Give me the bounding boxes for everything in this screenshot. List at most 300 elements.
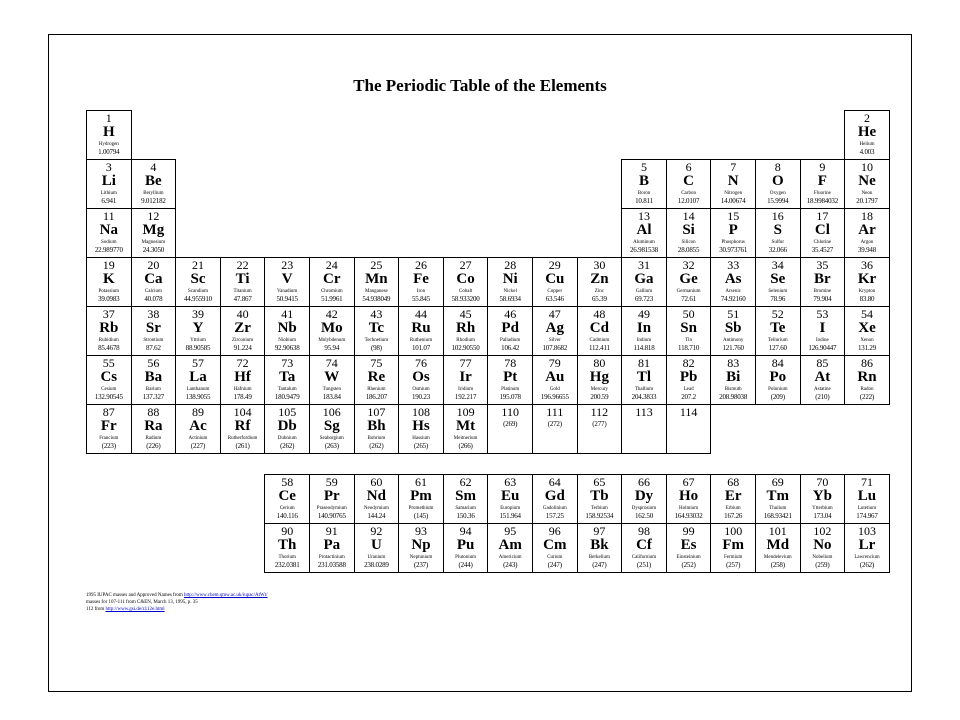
atomic-number: 94 — [459, 524, 472, 538]
atomic-mass: 32.066 — [768, 246, 787, 254]
element-cell — [175, 257, 221, 307]
element-symbol: Cm — [543, 537, 567, 553]
element-symbol: Cd — [589, 320, 609, 336]
element-name: Erbium — [725, 506, 741, 511]
atomic-number: 26 — [414, 258, 427, 272]
atomic-mass: 112.411 — [588, 344, 610, 352]
element-cell — [487, 474, 533, 524]
atomic-number: 59 — [325, 475, 338, 489]
atomic-number: 93 — [414, 524, 427, 538]
atomic-mass: 92.90638 — [274, 344, 300, 352]
atomic-number: 31 — [637, 258, 650, 272]
element-name: Plutonium — [455, 555, 477, 560]
atomic-mass: (251) — [636, 561, 652, 569]
atomic-mass: 55.845 — [411, 295, 431, 303]
element-cell — [532, 306, 578, 356]
element-cell — [86, 355, 132, 405]
element-symbol: Ar — [858, 222, 876, 238]
atomic-mass: 232.0381 — [274, 561, 300, 569]
element-cell — [264, 257, 310, 307]
atomic-number: 73 — [281, 356, 294, 370]
element-name: Cadmium — [589, 338, 610, 343]
element-symbol: Pm — [410, 488, 432, 504]
element-symbol: Cl — [814, 222, 830, 238]
atomic-number: 114 — [679, 405, 698, 419]
atomic-number: 45 — [459, 307, 472, 321]
element-symbol: B — [638, 173, 649, 189]
element-name: Bromine — [813, 289, 832, 294]
atomic-mass: 20.1797 — [856, 197, 878, 205]
element-symbol: Au — [545, 369, 565, 385]
atomic-number: 35 — [816, 258, 829, 272]
atomic-mass: (243) — [503, 561, 518, 569]
atomic-mass: 107.8682 — [542, 344, 568, 352]
element-name: Thulium — [769, 506, 787, 511]
element-cell — [621, 404, 667, 454]
element-cell — [131, 159, 177, 209]
atomic-number: 84 — [771, 356, 784, 370]
element-name: Cobalt — [458, 289, 473, 294]
atomic-mass: 9.012182 — [141, 197, 166, 205]
footnote-line-1 — [86, 592, 268, 599]
element-name: Nobelium — [812, 555, 833, 560]
element-name: Lithium — [100, 191, 117, 196]
atomic-number: 48 — [593, 307, 606, 321]
atomic-mass: 63.546 — [545, 295, 564, 303]
element-name: Argon — [860, 240, 874, 245]
element-symbol: Mg — [142, 222, 165, 238]
atomic-number: 52 — [771, 307, 784, 321]
atomic-mass: (247) — [592, 561, 607, 569]
element-name: Berkelium — [588, 555, 610, 560]
element-symbol: Ho — [679, 488, 699, 504]
atomic-mass: 137.327 — [142, 393, 165, 401]
atomic-mass: 72.61 — [681, 295, 696, 303]
atomic-number: 15 — [727, 209, 740, 223]
atomic-mass: 44.955910 — [184, 295, 212, 303]
element-symbol: Na — [99, 222, 118, 238]
atomic-number: 14 — [682, 209, 695, 223]
atomic-mass: 238.0289 — [364, 561, 389, 569]
atomic-number: 69 — [771, 475, 784, 489]
element-symbol: Dy — [634, 488, 654, 504]
element-name: Bismuth — [724, 387, 742, 392]
atomic-mass: 207.2 — [681, 393, 696, 401]
atomic-number: 71 — [860, 475, 873, 489]
element-symbol: Zr — [234, 320, 251, 336]
element-cell — [220, 306, 266, 356]
element-name: Cerium — [279, 506, 295, 511]
element-name: Lanthanum — [186, 387, 210, 392]
element-symbol: Pt — [503, 369, 518, 385]
element-name: Tin — [685, 338, 692, 343]
element-symbol: Po — [769, 369, 787, 385]
atomic-number: 98 — [637, 524, 650, 538]
atomic-number: 113 — [635, 405, 653, 419]
atomic-mass: 91.224 — [233, 344, 252, 352]
atomic-mass: 195.078 — [499, 393, 521, 401]
footnote-line-3 — [86, 606, 268, 613]
element-symbol: Ba — [144, 369, 163, 385]
atomic-number: 49 — [637, 307, 650, 321]
element-symbol: He — [857, 124, 877, 140]
element-cell — [621, 208, 667, 258]
element-name: Uranium — [367, 555, 386, 560]
element-name: Carbon — [681, 191, 696, 196]
element-symbol: W — [324, 369, 340, 385]
element-cell — [309, 474, 355, 524]
element-cell — [621, 257, 667, 307]
atomic-number: 107 — [367, 405, 386, 419]
element-cell — [577, 257, 623, 307]
element-name: Neptunium — [409, 555, 433, 560]
element-name: Mercury — [590, 387, 608, 392]
element-symbol: Rb — [99, 320, 119, 336]
atomic-number: 102 — [813, 524, 832, 538]
element-name: Mendelevium — [763, 555, 792, 560]
element-name: Chlorine — [813, 240, 832, 245]
element-cell — [131, 306, 177, 356]
atomic-mass: 106.42 — [501, 344, 520, 352]
atomic-number: 80 — [593, 356, 606, 370]
atomic-mass: (226) — [146, 442, 161, 450]
element-symbol: Sb — [724, 320, 742, 336]
atomic-number: 110 — [501, 405, 519, 419]
atomic-number: 16 — [771, 209, 784, 223]
element-name: Ytterbium — [812, 506, 833, 511]
element-name: Iodine — [816, 338, 829, 343]
element-symbol: Co — [456, 271, 475, 287]
atomic-mass: 40.078 — [144, 295, 163, 303]
element-name: Molybdenum — [318, 338, 346, 343]
atomic-mass: 186.207 — [365, 393, 388, 401]
element-name: Iridium — [458, 387, 474, 392]
element-name: Rubidium — [98, 338, 119, 343]
atomic-number: 11 — [103, 209, 115, 223]
element-symbol: Ru — [411, 320, 431, 336]
element-symbol: Cu — [545, 271, 565, 287]
atomic-number: 58 — [281, 475, 294, 489]
atomic-number: 29 — [548, 258, 561, 272]
element-cell — [443, 306, 489, 356]
element-symbol: Si — [682, 222, 695, 238]
atomic-mass: 126.90447 — [808, 344, 837, 352]
atomic-mass: (223) — [101, 442, 116, 450]
element-symbol: Np — [411, 537, 431, 553]
atomic-number: 82 — [682, 356, 695, 370]
atomic-number: 10 — [860, 160, 873, 174]
element-cell — [443, 474, 489, 524]
atomic-number: 33 — [727, 258, 740, 272]
element-name: Phosphorus — [721, 240, 745, 245]
atomic-mass: 183.84 — [322, 393, 341, 401]
atomic-mass: (272) — [547, 420, 562, 428]
element-cell — [532, 474, 578, 524]
atomic-mass: 164.93032 — [674, 512, 703, 520]
atomic-mass: 140.90765 — [317, 512, 346, 520]
element-cell — [710, 523, 756, 573]
element-cell — [354, 306, 400, 356]
atomic-number: 97 — [593, 524, 606, 538]
element-symbol: No — [813, 537, 832, 553]
element-name: Holmium — [679, 506, 699, 511]
atomic-number: 64 — [548, 475, 561, 489]
element-symbol: O — [771, 173, 784, 189]
element-name: Tantalum — [277, 387, 297, 392]
element-symbol: Fr — [100, 418, 117, 434]
atomic-number: 85 — [816, 356, 829, 370]
element-cell — [755, 208, 801, 258]
atomic-mass: 47.867 — [233, 295, 252, 303]
element-symbol: I — [819, 320, 826, 336]
element-name: Radium — [145, 436, 162, 441]
page-title: The Periodic Table of the Elements — [353, 76, 607, 95]
element-cell — [443, 257, 489, 307]
element-symbol: C — [683, 173, 695, 189]
element-name: Iron — [416, 289, 426, 294]
atomic-number: 22 — [236, 258, 249, 272]
element-cell — [354, 474, 400, 524]
element-symbol: Es — [680, 537, 697, 553]
element-cell — [443, 404, 489, 454]
atomic-number: 56 — [147, 356, 160, 370]
element-symbol: Tb — [590, 488, 609, 504]
element-cell — [264, 355, 310, 405]
element-name: Meitnerium — [453, 436, 478, 441]
atomic-mass: 39.948 — [857, 246, 877, 254]
element-symbol: Pd — [501, 320, 519, 336]
atomic-mass: 101.07 — [411, 344, 431, 352]
element-cell — [800, 257, 846, 307]
element-symbol: Ra — [144, 418, 163, 434]
element-cell — [666, 306, 712, 356]
atomic-mass: (244) — [458, 561, 473, 569]
element-name: Lead — [683, 387, 694, 392]
atomic-number: 27 — [459, 258, 472, 272]
element-cell — [86, 404, 132, 454]
element-name: Ruthenium — [409, 338, 433, 343]
element-cell — [532, 404, 578, 454]
element-cell — [264, 523, 310, 573]
element-name: Copper — [547, 289, 563, 294]
atomic-mass: (257) — [726, 561, 741, 569]
atomic-mass: 18.9984032 — [806, 197, 839, 205]
atomic-number: 96 — [548, 524, 561, 538]
element-symbol: Hg — [589, 369, 609, 385]
element-cell — [398, 355, 444, 405]
element-cell — [710, 306, 756, 356]
atomic-number: 65 — [593, 475, 606, 489]
atomic-number: 4 — [150, 160, 157, 174]
atomic-number: 77 — [459, 356, 472, 370]
element-symbol: Te — [770, 320, 786, 336]
element-cell — [577, 404, 623, 454]
atomic-mass: 192.217 — [454, 393, 477, 401]
element-symbol: Zn — [590, 271, 609, 287]
element-name: Zinc — [594, 289, 604, 294]
atomic-mass: 15.9994 — [767, 197, 789, 205]
atomic-mass: 118.710 — [678, 344, 700, 352]
element-symbol: Hf — [234, 369, 251, 385]
atomic-number: 60 — [370, 475, 383, 489]
atomic-number: 9 — [819, 160, 826, 174]
element-cell — [487, 355, 533, 405]
element-symbol: P — [728, 222, 738, 238]
footnotes — [86, 592, 268, 613]
element-symbol: Gd — [544, 488, 565, 504]
atomic-mass: 174.967 — [856, 512, 878, 520]
element-cell — [220, 257, 266, 307]
element-name: Scandium — [187, 289, 208, 294]
element-symbol: Br — [814, 271, 831, 287]
element-name: Lawrencium — [854, 555, 880, 560]
atomic-mass: (252) — [681, 561, 696, 569]
element-name: Gallium — [635, 289, 653, 294]
element-symbol: Ta — [279, 369, 296, 385]
atomic-number: 44 — [414, 307, 427, 321]
element-name: Hafnium — [233, 387, 252, 392]
element-name: Tellurium — [767, 338, 788, 343]
atomic-mass: 151.964 — [499, 512, 521, 520]
atomic-number: 88 — [147, 405, 160, 419]
element-name: Nitrogen — [724, 191, 743, 196]
atomic-mass: 83.80 — [859, 295, 875, 303]
element-symbol: Nb — [277, 320, 297, 336]
element-name: Oxygen — [769, 191, 786, 196]
atomic-number: 47 — [548, 307, 561, 321]
element-symbol: Tc — [368, 320, 385, 336]
atomic-number: 104 — [233, 405, 252, 419]
element-name: Neon — [861, 191, 873, 196]
atomic-mass: 28.0855 — [677, 246, 700, 254]
element-name: Americium — [498, 555, 522, 560]
atomic-number: 75 — [370, 356, 383, 370]
element-name: Rhodium — [456, 338, 475, 343]
element-name: Thallium — [634, 387, 654, 392]
element-cell — [800, 208, 846, 258]
element-cell — [844, 355, 890, 405]
element-cell — [354, 523, 400, 573]
atomic-number: 3 — [105, 160, 112, 174]
element-symbol: Cf — [636, 537, 652, 553]
element-symbol: Sc — [190, 271, 206, 287]
element-name: Technetium — [364, 338, 389, 343]
element-cell — [398, 404, 444, 454]
element-symbol: Pr — [323, 488, 340, 504]
element-name: Terbium — [590, 506, 608, 511]
element-cell — [800, 306, 846, 356]
element-symbol: V — [281, 271, 293, 287]
element-symbol: Li — [101, 173, 116, 189]
atomic-mass: 173.04 — [813, 512, 832, 520]
element-cell — [666, 208, 712, 258]
atomic-number: 8 — [774, 160, 781, 174]
atomic-number: 18 — [860, 209, 873, 223]
element-name: Silicon — [681, 240, 696, 245]
atomic-mass: 58.933200 — [451, 295, 480, 303]
element-name: Californium — [631, 555, 657, 560]
element-cell — [844, 523, 890, 573]
element-cell — [844, 110, 890, 160]
atomic-mass: (145) — [413, 512, 429, 520]
iupac-link[interactable]: http://www.chem.qmw.ac.uk/iupac/AtWt/ — [184, 593, 268, 598]
element-cell — [666, 523, 712, 573]
element-symbol: Ni — [502, 271, 518, 287]
atomic-mass: 50.9415 — [276, 295, 298, 303]
element-symbol: La — [189, 369, 207, 385]
atomic-number: 91 — [325, 524, 338, 538]
element-cell — [755, 257, 801, 307]
atomic-mass: 204.3833 — [631, 393, 657, 401]
atomic-number: 51 — [727, 307, 740, 321]
atomic-mass: 231.03588 — [317, 561, 346, 569]
atomic-mass: 150.36 — [456, 512, 475, 520]
atomic-number: 23 — [281, 258, 294, 272]
footnote-line-2: masses for 107-111 from C&EN, March 13, 1995, p. 35 — [86, 600, 198, 605]
element-name: Xenon — [860, 338, 874, 343]
atomic-number: 61 — [414, 475, 427, 489]
atomic-mass: 167.26 — [724, 512, 743, 520]
element-cell — [844, 474, 890, 524]
element-symbol: Sg — [323, 418, 340, 434]
element-cell — [309, 306, 355, 356]
element-name: Cesium — [101, 387, 117, 392]
element-symbol: Mo — [320, 320, 343, 336]
element-cell — [487, 257, 533, 307]
atomic-number: 19 — [102, 258, 115, 272]
atomic-number: 21 — [191, 258, 204, 272]
atomic-mass: 140.116 — [276, 512, 298, 520]
element-cell — [398, 306, 444, 356]
atomic-number: 17 — [816, 209, 829, 223]
atomic-number: 109 — [456, 405, 475, 419]
element-name: Calcium — [144, 289, 162, 294]
atomic-number: 74 — [325, 356, 338, 370]
atomic-number: 25 — [370, 258, 383, 272]
atomic-number: 83 — [727, 356, 740, 370]
element-symbol: Re — [367, 369, 386, 385]
element-symbol: U — [370, 537, 382, 553]
atomic-number: 1 — [105, 111, 112, 125]
atomic-number: 67 — [682, 475, 695, 489]
element-cell — [710, 257, 756, 307]
element-cell — [755, 474, 801, 524]
atomic-mass: (262) — [280, 442, 295, 450]
element-symbol: Bh — [367, 418, 386, 434]
atomic-number: 79 — [548, 356, 561, 370]
atomic-number: 89 — [191, 405, 204, 419]
element-symbol: Ac — [189, 418, 207, 434]
element-symbol: Fm — [722, 537, 745, 553]
element-name: Dubnium — [277, 436, 297, 441]
atomic-mass: 14.00674 — [720, 197, 746, 205]
atomic-mass: 58.6934 — [499, 295, 521, 303]
element-symbol: Cr — [323, 271, 341, 287]
element-name: Praseodymium — [316, 506, 347, 511]
element-symbol: Ga — [634, 271, 654, 287]
atomic-mass: 24.3050 — [142, 246, 165, 254]
element-symbol: Kr — [857, 271, 877, 287]
atomic-mass: 88.90585 — [185, 344, 211, 352]
gsi-link[interactable]: http://www.gsi.de/z112e.html — [105, 607, 165, 612]
atomic-number: 36 — [860, 258, 873, 272]
element-cell — [264, 306, 310, 356]
element-cell — [487, 523, 533, 573]
atomic-number: 40 — [236, 307, 249, 321]
element-name: Protactinium — [318, 555, 345, 560]
element-name: Vanadium — [277, 289, 298, 294]
atomic-number: 2 — [863, 111, 870, 125]
